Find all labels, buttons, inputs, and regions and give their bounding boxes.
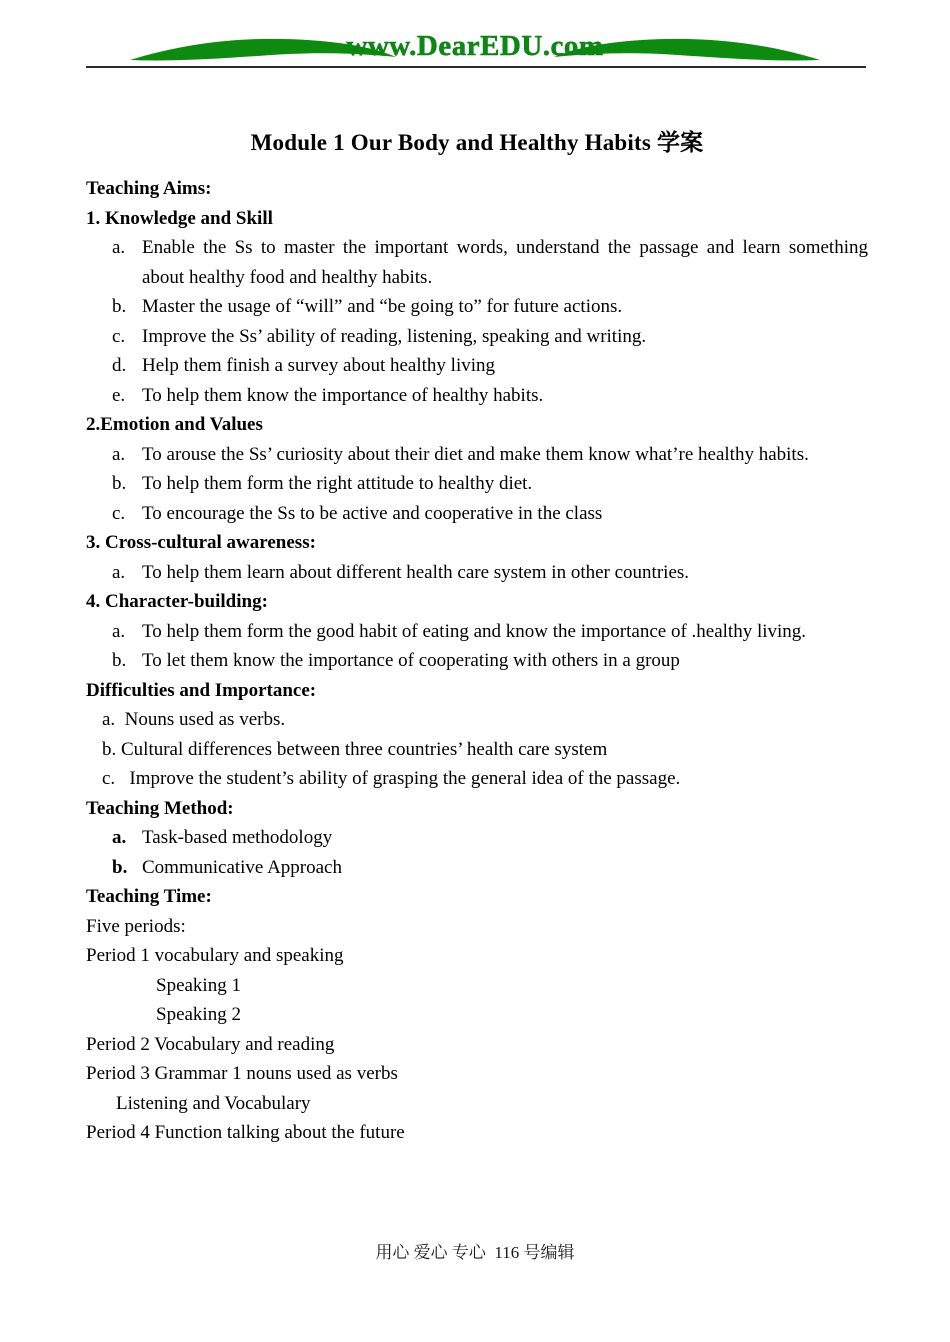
list-item: [86, 351, 868, 381]
list-item-text: To help them learn about different health care system in other countries.: [142, 561, 690, 583]
list-3-cross-cultural-awareness: [86, 558, 868, 588]
list-item-text: To let them know the importance of cooperating with others in a group: [142, 650, 680, 671]
list-item-text: Help them finish a survey about healthy living: [142, 355, 496, 376]
list-item-text: Master the usage of “will” and “be going to” for future actions.: [142, 296, 623, 317]
text-line: Period 4 Function talking about the future: [86, 1122, 405, 1143]
list-item-text: To encourage the Ss to be active and cooperative in the class: [142, 502, 603, 524]
list-item: [86, 499, 868, 529]
text-line: Period 1 vocabulary and speaking: [86, 945, 344, 966]
text-line: Speaking 2: [156, 1004, 241, 1025]
text-line: Five periods:: [86, 915, 186, 937]
list-item-marker: a.: [112, 620, 126, 642]
list-1-knowledge-and-skill: [86, 233, 868, 410]
list-item-marker: a.: [112, 237, 126, 258]
list-item-text: To help them know the importance of healthy habits.: [142, 384, 544, 406]
list-item: [86, 823, 868, 853]
list-item-marker: b.: [112, 856, 128, 878]
list-item-text: Task-based methodology: [142, 827, 333, 848]
text-line: Speaking 1: [156, 974, 241, 996]
list-item: [86, 617, 868, 647]
sections-container: [86, 174, 868, 1148]
list-item-marker: a.: [112, 443, 126, 465]
list-item-marker: a.: [112, 561, 126, 583]
list-item: [86, 233, 868, 292]
header-divider: [86, 66, 866, 68]
list-item-marker: b.: [112, 473, 127, 494]
list-item: [86, 853, 868, 883]
list-item-marker: c.: [112, 502, 126, 524]
page-title: Module 1 Our Body and Healthy Habits 学案: [250, 130, 704, 155]
section-heading-teaching-aims: Teaching Aims:: [86, 178, 212, 199]
section-heading-4-character-building: 4. Character-building:: [86, 591, 268, 612]
list-item-marker: d.: [112, 355, 127, 376]
list-item-text: Enable the Ss to master the important words, understand the passage and learn something about healthy food and healthy habits.: [142, 237, 868, 288]
section-heading-3-cross-cultural-awareness: 3. Cross-cultural awareness:: [86, 532, 316, 553]
site-logo-text: www.DearEDU.com: [346, 30, 604, 62]
list-item-text: Communicative Approach: [142, 856, 342, 878]
list-item-text: To arouse the Ss’ curiosity about their diet and make them know what’re healthy habits.: [142, 443, 809, 465]
list-item: [86, 558, 868, 588]
document-body: [86, 126, 868, 1148]
list-2-emotion-and-values: [86, 440, 868, 529]
list-item-marker: c.: [112, 325, 126, 347]
text-line: b. Cultural differences between three countries’ health care system: [102, 738, 608, 760]
list-item: [86, 440, 868, 470]
list-item: [86, 322, 868, 352]
section-heading-difficulties-and-importance: Difficulties and Importance:: [86, 679, 317, 701]
text-line: a. Nouns used as verbs.: [102, 709, 286, 730]
list-item-marker: b.: [112, 296, 127, 317]
list-item-text: Improve the Ss’ ability of reading, listening, speaking and writing.: [142, 325, 647, 347]
section-heading-teaching-time: Teaching Time:: [86, 886, 212, 907]
page-footer: 用心 爱心 专心 116 号编辑: [375, 1243, 575, 1262]
text-line: Period 2 Vocabulary and reading: [86, 1033, 335, 1055]
list-item-marker: b.: [112, 650, 127, 671]
section-heading-1-knowledge-and-skill: 1. Knowledge and Skill: [86, 207, 273, 229]
section-heading-teaching-method: Teaching Method:: [86, 797, 234, 819]
list-item-marker: a.: [112, 827, 127, 848]
list-4-character-building: [86, 617, 868, 676]
section-heading-2-emotion-and-values: 2.Emotion and Values: [86, 414, 263, 435]
text-line: Period 3 Grammar 1 nouns used as verbs: [86, 1063, 398, 1084]
text-line: Listening and Vocabulary: [116, 1092, 311, 1114]
text-line: c. Improve the student’s ability of grasping the general idea of the passage.: [102, 768, 681, 789]
list-item-text: To help them form the good habit of eating and know the importance of .healthy living.: [142, 620, 807, 642]
list-item: [86, 381, 868, 411]
list-item: [86, 292, 868, 322]
list-teaching-method: [86, 823, 868, 882]
list-item: [86, 646, 868, 676]
list-item-marker: e.: [112, 384, 126, 406]
list-item-text: To help them form the right attitude to healthy diet.: [142, 473, 533, 494]
list-item: [86, 469, 868, 499]
